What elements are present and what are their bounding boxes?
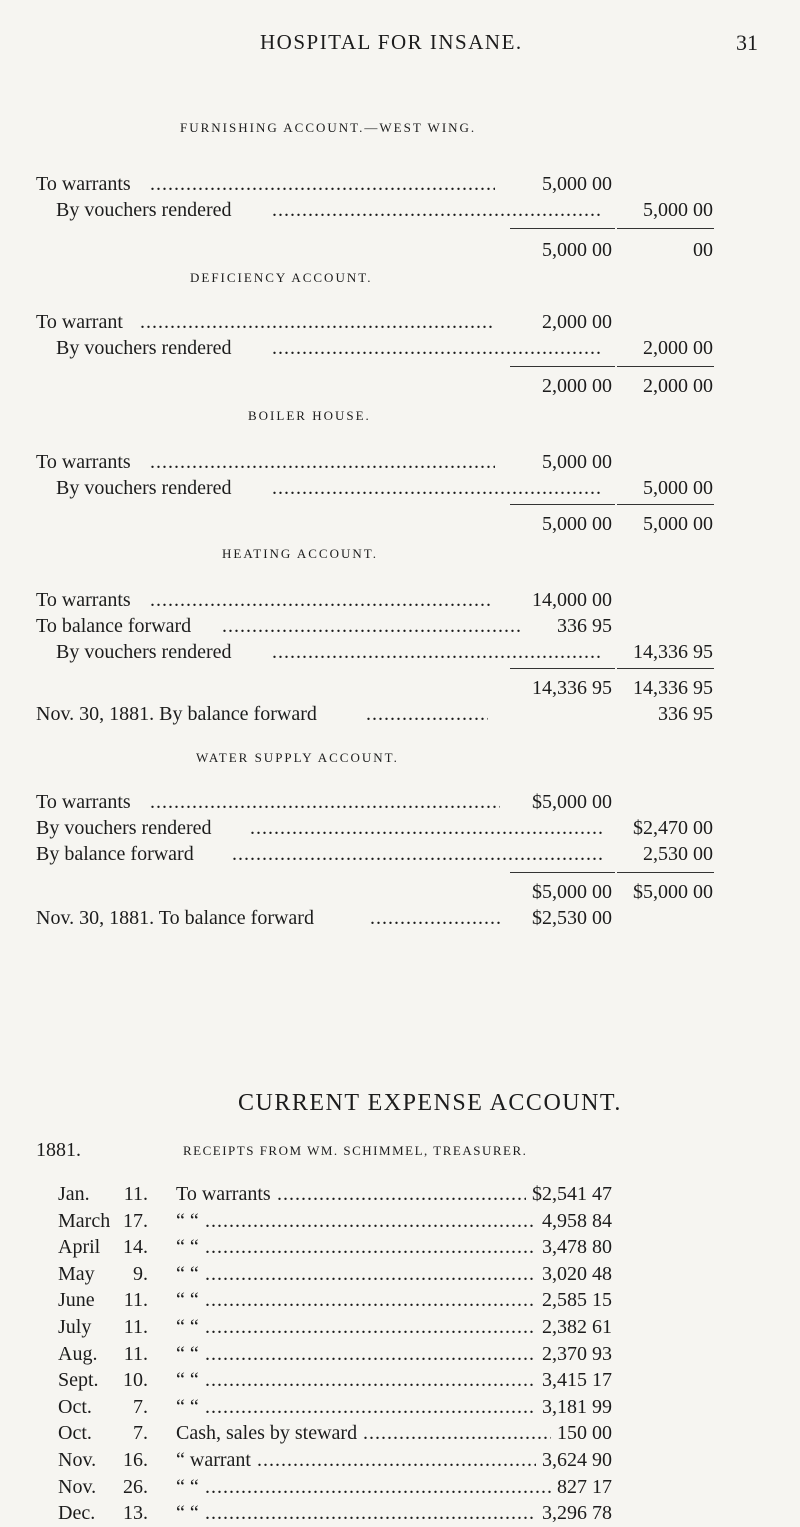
entry-amount: 336 95: [658, 703, 713, 725]
entry-description: “ “: [176, 1263, 199, 1285]
entry-description: “ “: [176, 1369, 199, 1391]
boiler-total-row: [0, 510, 800, 538]
entry-day: 11.: [123, 1183, 148, 1205]
dot-leader: [370, 904, 500, 932]
furnishing-total-row: [0, 236, 800, 264]
total-amount: 2,000 00: [542, 375, 612, 397]
entry-description: “ “: [176, 1289, 199, 1311]
total-amount: 5,000 00: [542, 513, 612, 535]
water-to-warrants-row: [0, 788, 800, 816]
entry-amount: $5,000 00: [532, 791, 612, 813]
entry-month: Oct.: [58, 1396, 92, 1418]
entry-day: 14.: [123, 1236, 148, 1258]
entry-label: To warrants: [36, 589, 131, 611]
total-rule: [617, 668, 714, 669]
dot-leader: [232, 840, 602, 868]
list-item: [0, 1473, 800, 1501]
entry-amount: 3,478 80: [542, 1236, 612, 1258]
entry-label: By balance forward: [36, 843, 194, 865]
dot-leader: [272, 334, 602, 362]
deficiency-to-warrant-row: [0, 308, 800, 336]
entry-month: April: [58, 1236, 101, 1258]
water-by-vouchers-row: [0, 814, 800, 842]
total-rule: [510, 228, 615, 229]
list-item: [0, 1313, 800, 1341]
entry-description: “ “: [176, 1476, 199, 1498]
dot-leader: [150, 448, 495, 476]
entry-amount: 2,000 00: [542, 311, 612, 333]
entry-month: Sept.: [58, 1369, 99, 1391]
entry-day: 11.: [123, 1289, 148, 1311]
entry-day: 16.: [123, 1449, 148, 1471]
entry-month: June: [58, 1289, 95, 1311]
total-rule: [510, 366, 615, 367]
entry-amount: 5,000 00: [643, 477, 713, 499]
dot-leader: [150, 788, 500, 816]
dot-leader: [277, 1180, 526, 1208]
entry-month: Oct.: [58, 1422, 92, 1444]
entry-amount: 336 95: [557, 615, 612, 637]
entry-label: To warrant: [36, 311, 123, 333]
list-item: [0, 1286, 800, 1314]
entry-amount: 5,000 00: [643, 199, 713, 221]
entry-label: By vouchers rendered: [56, 477, 232, 499]
deficiency-total-row: [0, 372, 800, 400]
dot-leader: [272, 196, 602, 224]
entry-month: July: [58, 1316, 92, 1338]
entry-description: “ “: [176, 1210, 199, 1232]
list-item: [0, 1340, 800, 1368]
list-item: [0, 1419, 800, 1447]
entry-description: To warrants: [176, 1183, 271, 1205]
dot-leader: [205, 1313, 536, 1341]
entry-day: 17.: [123, 1210, 148, 1232]
dot-leader: [150, 586, 490, 614]
entry-amount: 2,000 00: [643, 337, 713, 359]
entry-month: March: [58, 1210, 111, 1232]
heating-to-balance-row: [0, 612, 800, 640]
entry-amount: 3,296 78: [542, 1502, 612, 1524]
total-rule: [510, 872, 615, 873]
dot-leader: [272, 638, 602, 666]
entry-day: 7.: [133, 1422, 148, 1444]
entry-amount: $2,470 00: [633, 817, 713, 839]
entry-description: “ “: [176, 1502, 199, 1524]
entry-amount: 2,382 61: [542, 1316, 612, 1338]
list-item: [0, 1207, 800, 1235]
entry-month: May: [58, 1263, 95, 1285]
entry-day: 11.: [123, 1343, 148, 1365]
total-amount: 00: [693, 239, 713, 261]
list-item: [0, 1499, 800, 1527]
dot-leader: [363, 1419, 551, 1447]
entry-label: Nov. 30, 1881. To balance forward: [36, 907, 314, 929]
dot-leader: [205, 1233, 536, 1261]
boiler-heading: BOILER HOUSE.: [248, 408, 371, 423]
page-header: [0, 30, 800, 60]
total-amount: $5,000 00: [633, 881, 713, 903]
list-item: [0, 1233, 800, 1261]
entry-label: Nov. 30, 1881. By balance forward: [36, 703, 317, 725]
entry-description: “ “: [176, 1396, 199, 1418]
receipts-heading: RECEIPTS FROM WM. SCHIMMEL, TREASURER.: [183, 1143, 528, 1158]
total-rule: [617, 872, 714, 873]
entry-amount: 3,020 48: [542, 1263, 612, 1285]
entry-day: 26.: [123, 1476, 148, 1498]
total-amount: 2,000 00: [643, 375, 713, 397]
furnishing-by-vouchers-row: [0, 196, 800, 224]
dot-leader: [366, 700, 488, 728]
entry-month: Jan.: [58, 1183, 90, 1205]
dot-leader: [205, 1286, 536, 1314]
entry-label: By vouchers rendered: [56, 337, 232, 359]
total-rule: [617, 228, 714, 229]
dot-leader: [205, 1366, 536, 1394]
entry-amount: 3,181 99: [542, 1396, 612, 1418]
entry-amount: 827 17: [557, 1476, 612, 1498]
entry-amount: 5,000 00: [542, 173, 612, 195]
dot-leader: [140, 308, 495, 336]
water-total-row: [0, 878, 800, 906]
total-rule: [617, 366, 714, 367]
entry-month: Nov.: [58, 1449, 97, 1471]
entry-amount: 2,585 15: [542, 1289, 612, 1311]
entry-amount: $2,541 47: [532, 1183, 612, 1205]
entry-amount: 14,000 00: [532, 589, 612, 611]
heating-nov-balance-row: [0, 700, 800, 728]
entry-description: “ warrant: [176, 1449, 251, 1471]
boiler-by-vouchers-row: [0, 474, 800, 502]
entry-month: Aug.: [58, 1343, 98, 1365]
entry-amount: $2,530 00: [532, 907, 612, 929]
total-rule: [510, 504, 615, 505]
total-amount: 14,336 95: [633, 677, 713, 699]
heating-total-row: [0, 674, 800, 702]
water-nov-balance-row: [0, 904, 800, 932]
entry-description: “ “: [176, 1343, 199, 1365]
furnishing-to-warrants-row: [0, 170, 800, 198]
heating-to-warrants-row: [0, 586, 800, 614]
dot-leader: [205, 1473, 551, 1501]
total-rule: [617, 504, 714, 505]
entry-amount: 14,336 95: [633, 641, 713, 663]
entry-day: 13.: [123, 1502, 148, 1524]
total-amount: $5,000 00: [532, 881, 612, 903]
entry-label: To warrants: [36, 173, 131, 195]
year-label: 1881.: [36, 1139, 81, 1161]
dot-leader: [222, 612, 522, 640]
entry-day: 11.: [123, 1316, 148, 1338]
entry-amount: 3,624 90: [542, 1449, 612, 1471]
entry-day: 7.: [133, 1396, 148, 1418]
dot-leader: [205, 1260, 536, 1288]
entry-label: By vouchers rendered: [56, 199, 232, 221]
list-item: [0, 1260, 800, 1288]
heating-heading: HEATING ACCOUNT.: [222, 546, 378, 561]
total-amount: 5,000 00: [542, 239, 612, 261]
dot-leader: [272, 474, 602, 502]
entry-description: “ “: [176, 1316, 199, 1338]
dot-leader: [250, 814, 605, 842]
entry-label: To warrants: [36, 791, 131, 813]
page-number: 31: [736, 30, 758, 55]
heating-by-vouchers-row: [0, 638, 800, 666]
total-amount: 14,336 95: [532, 677, 612, 699]
deficiency-heading: DEFICIENCY ACCOUNT.: [190, 270, 373, 285]
entry-amount: 3,415 17: [542, 1369, 612, 1391]
list-item: [0, 1393, 800, 1421]
boiler-to-warrants-row: [0, 448, 800, 476]
current-expense-heading: CURRENT EXPENSE ACCOUNT.: [238, 1090, 622, 1116]
total-amount: 5,000 00: [643, 513, 713, 535]
water-heading: WATER SUPPLY ACCOUNT.: [196, 750, 399, 765]
entry-month: Dec.: [58, 1502, 96, 1524]
dot-leader: [150, 170, 495, 198]
entry-amount: 5,000 00: [542, 451, 612, 473]
entry-amount: 2,370 93: [542, 1343, 612, 1365]
dot-leader: [205, 1207, 536, 1235]
entry-day: 9.: [133, 1263, 148, 1285]
dot-leader: [205, 1499, 536, 1527]
entry-description: Cash, sales by steward: [176, 1422, 358, 1444]
running-title: HOSPITAL FOR INSANE.: [260, 30, 523, 54]
list-item: [0, 1180, 800, 1208]
entry-label: By vouchers rendered: [36, 817, 212, 839]
entry-day: 10.: [123, 1369, 148, 1391]
deficiency-by-vouchers-row: [0, 334, 800, 362]
entry-amount: 150 00: [557, 1422, 612, 1444]
dot-leader: [205, 1393, 536, 1421]
entry-label: By vouchers rendered: [56, 641, 232, 663]
entry-description: “ “: [176, 1236, 199, 1258]
entry-label: To balance forward: [36, 615, 192, 637]
list-item: [0, 1366, 800, 1394]
dot-leader: [205, 1340, 536, 1368]
total-rule: [510, 668, 615, 669]
water-by-balance-row: [0, 840, 800, 868]
furnishing-heading: FURNISHING ACCOUNT.—WEST WING.: [180, 120, 477, 135]
entry-label: To warrants: [36, 451, 131, 473]
entry-amount: 2,530 00: [643, 843, 713, 865]
entry-amount: 4,958 84: [542, 1210, 612, 1232]
entry-month: Nov.: [58, 1476, 97, 1498]
